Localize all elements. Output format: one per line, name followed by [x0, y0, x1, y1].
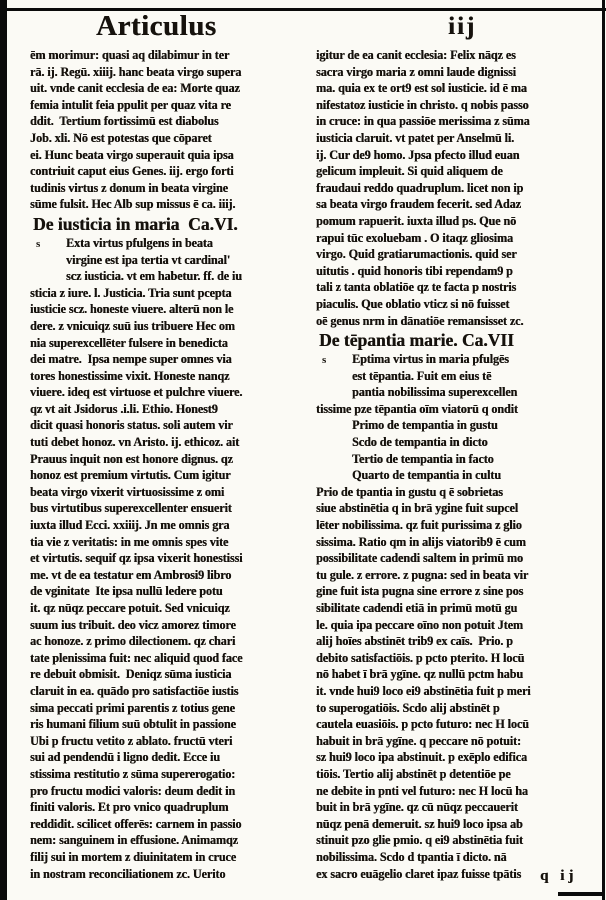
text-line: sūme fulsit. Hec Alb sup missus ē ca. iiij. — [30, 197, 236, 212]
text-line: it. vnde hui9 loco ei9 abstinētia fuit p meri — [316, 683, 531, 698]
folio-number: iij — [448, 13, 477, 40]
text-line: sticia z iure. l. Justicia. Tria sunt pcepta — [30, 285, 232, 300]
text-line: iuxta illud Ecci. xxiiij. Jn me omnis gra — [30, 518, 230, 533]
text-line: tudinis virtus z donum in beata virgine — [30, 180, 228, 195]
text-line: it. qz nūqz peccare potuit. Sed vnicuiqz — [30, 601, 230, 615]
text-line: claruit in ea. quādo pro satisfactiōe iustis — [30, 683, 239, 698]
text-line: honoz est premium virtutis. Cum igitur — [30, 468, 231, 483]
text-line: gine fuit ista pugna sine errore z sine pos — [316, 584, 524, 599]
top-border-rule — [0, 8, 606, 11]
text-line: Exta virtus pfulgens in beata — [66, 235, 213, 250]
text-line: rapui tūc exoluebam . O itaqz gliosima — [316, 230, 513, 245]
text-line: viuere. ideq est virtuose et pulchre viuere. — [30, 385, 243, 400]
text-line: Primo de tempantia in gustu — [352, 418, 498, 433]
text-line: uit. vnde canit ecclesia de ea: Morte quaz — [30, 81, 240, 96]
text-line: pro fructu modici valoris: deum dedit in — [30, 783, 235, 798]
text-line: sacra virgo maria z omni laude dignissi — [316, 64, 516, 79]
text-line: stissima restitutio z sūma supererogatio: — [30, 766, 236, 781]
text-line: sa beata virgo fraudem fecerit. sed Adaz — [316, 197, 521, 212]
text-line: piaculis. Que oblatio vticz si nō fuisset — [316, 296, 510, 311]
text-line: in cruce: in qua passiōe merissima z sūma — [316, 114, 530, 129]
right-body-block — [316, 351, 594, 882]
text-line: Scdo de tempantia in dicto — [352, 435, 488, 450]
text-line: siue abstinētia q in brā ygine fuit supcel — [316, 501, 519, 516]
text-line: ēm morimur: quasi aq dilabimur in ter — [30, 48, 230, 62]
text-line: Ubi p fructu vetito z ablato. fructū vteri — [30, 733, 233, 748]
text-line: ex sacro euāgelio claret ipaz fuisse tpātis — [316, 866, 522, 881]
text-line: tia vie z veritatis: in me omnis spes vite — [30, 534, 229, 549]
text-line: ma. quia ex te ort9 est sol iusticie. id ē ma — [316, 81, 527, 96]
text-line: sissima. Ratio qm in alijs viatorib9 ē cum — [316, 534, 526, 549]
text-line: dicit quasi honoris status. soli autem vir — [30, 418, 233, 433]
text-line: nem: sanguinem in effusione. Animamqz — [30, 833, 238, 848]
text-line: scz iusticia. vt em habetur. ff. de iu — [66, 269, 242, 284]
text-line: buit in brā ygīne. qz cū nūqz peccauerit — [316, 800, 518, 815]
text-line: tu gule. z errore. z pugna: sed in beata vir — [316, 567, 529, 582]
text-line: suum ius tribuit. deo vicz amorez timore — [30, 617, 236, 632]
text-line: sima peccati primi parentis z totius gene — [30, 700, 235, 715]
text-line: femia intulit feia ppulit per quaz vita re — [30, 97, 231, 112]
text-line: sibilitate cadendi etiā in primū motū gu — [316, 601, 518, 615]
text-line: beata virgo vixerit virtuosissime z omi — [30, 484, 225, 499]
running-header: Articulus — [96, 10, 217, 42]
right-border-rule — [602, 0, 605, 900]
quire-signature-mark: q ij — [540, 868, 578, 884]
text-line: stinuit pzo glie pmio. q ei9 abstinētia fuit — [316, 833, 523, 848]
text-line: reddidit. scilicet offerēs: carnem in passio — [30, 816, 242, 831]
text-line: tiōis. Tertio alij abstinēt p detentiōe pe — [316, 766, 511, 781]
text-line: pantia nobilissima superexcellen — [352, 385, 518, 400]
text-line: Prauus inquit non est honore dignus. qz — [30, 451, 233, 466]
text-line: cautela euasiōis. p pcto futuro: nec H locū — [316, 717, 529, 732]
text-line: Job. xli. Nō est potestas que cōparet — [30, 130, 212, 145]
text-line: tissime pze tēpantia oīm viatorū q ondit — [316, 401, 518, 416]
text-line: Quarto de tempantia in cultu — [352, 468, 501, 483]
text-line: bus virtutibus superexcellenter ensuerit — [30, 501, 232, 516]
text-line: in nostram reconciliationem zc. Uerito — [30, 866, 226, 881]
text-line: le. quia ipa peccare oīno non potuit Jtem — [316, 617, 523, 632]
text-line: sui ad pendendū i ligno dedit. Ecce iu — [30, 750, 220, 765]
text-line: filij sui in mortem z diuinitatem in cruce — [30, 849, 237, 864]
text-line: et virtutis. sequif qz ipsa vixerit honestissi — [30, 551, 243, 566]
text-line: ij. Cur de9 homo. Jpsa pfecto illud euan — [316, 147, 520, 162]
right-column — [316, 47, 594, 882]
text-line: debito satisfactiōis. p pcto pterito. H locū — [316, 650, 525, 665]
text-line: iusticia claruit. vt patet per Anselmū li. — [316, 130, 515, 145]
text-line: Prio de tpantia in gustu q ē sobrietas — [316, 484, 503, 499]
text-line: virgo. Quid gratiarumactionis. quid ser — [316, 247, 517, 262]
text-line: dei matre. Ipsa nempe super omnes via — [30, 352, 232, 367]
left-body-lines — [30, 235, 308, 882]
text-line: ddit. Tertium fortissimū est diabolus — [30, 114, 219, 129]
text-line: sz hui9 loco ipa abstinuit. p exēplo edifica — [316, 750, 527, 765]
left-intro-block — [30, 47, 308, 213]
left-border-bar — [0, 0, 7, 900]
text-line: ris humani filium suū obtulit in passione — [30, 717, 236, 732]
text-line: tores honestissime vixit. Honeste nanqz — [30, 368, 230, 383]
text-line: dere. z vnicuiqz suū ius tribuere Hec om — [30, 318, 235, 333]
text-line: nia superexcellēter fulsere in benedicta — [30, 335, 228, 350]
text-line: Tertio de tempantia in facto — [352, 451, 494, 466]
left-chapter-heading: De iusticia in maria Ca.VI. — [33, 213, 238, 234]
right-initial-guide-letter: s — [322, 354, 327, 367]
text-line: tali z tanta oblatiōe qz te facta p nostris — [316, 280, 517, 295]
text-line: rā. ij. Regū. xiiij. hanc beata virgo supera — [30, 64, 242, 79]
left-body-block — [30, 235, 308, 882]
text-line: contriuit caput eius Genes. iij. ergo forti — [30, 164, 234, 179]
text-line: nifestatoz iusticie in christo. q nobis passo — [316, 97, 529, 112]
text-line: habuit in brā ygīne. q peccare nō potuit: — [316, 733, 521, 748]
text-line: qz vt ait Jsidorus .i.li. Ethio. Honest9 — [30, 401, 218, 416]
text-line: uitutis . quid honoris tibi rependam9 p — [316, 263, 513, 278]
text-line: ne debite in pnti vel futuro: nec H locū ha — [316, 783, 528, 798]
text-line: ei. Hunc beata virgo superauit quia ipsa — [30, 147, 234, 162]
text-line: virgine est ipa tertia vt cardinal' — [66, 252, 231, 267]
left-initial-guide-letter: s — [36, 237, 41, 250]
text-line: to superogatiōis. Scdo alij abstinēt p — [316, 700, 500, 715]
text-line: lēter nobilissima. qz fuit purissima z glio — [316, 518, 522, 533]
text-line: tate plenissima fuit: nec aliquid quod face — [30, 650, 243, 665]
left-column — [30, 47, 308, 882]
text-line: nūqz penā demeruit. sz hui9 loco ipsa ab — [316, 816, 523, 831]
text-line: possibilitate cadendi saltem in primū mo — [316, 551, 523, 566]
text-line: alij hoīes abstinēt trib9 ex caīs. Prio. p — [316, 634, 513, 649]
right-body-lines — [316, 351, 594, 882]
text-line: pomum rapuerit. iuxta illud ps. Que nō — [316, 213, 517, 228]
text-line: me. vt de ea testatur em Ambrosi9 libro — [30, 567, 232, 582]
text-line: nō habet ī brā ygīne. qz nullū pctm habu — [316, 667, 523, 682]
text-line: oē genus nrm in dānatiōe remansisset zc. — [316, 313, 524, 328]
text-line: nobilissima. Scdo d tpantia ī dicto. nā — [316, 849, 507, 864]
right-intro-block — [316, 47, 594, 329]
text-line: est tēpantia. Fuit em eius tē — [352, 368, 492, 383]
text-line: de vginitate Ite ipsa nullū ledere potu — [30, 584, 223, 599]
text-line: igitur de ea canit ecclesia: Felix nāqz es — [316, 48, 516, 62]
text-line: Eptima virtus in maria pfulgēs — [352, 352, 509, 367]
text-line: tuti debet honoz. vn Aristo. ij. ethicoz. ait — [30, 435, 240, 450]
bottom-right-mark — [558, 892, 602, 896]
text-line: fraudaui reddo quadruplum. licet non ip — [316, 180, 524, 195]
text-line: re debuit obmisit. Deniqz sūma iusticia — [30, 667, 232, 682]
text-line: iusticie scz. honeste viuere. alterū non le — [30, 302, 234, 317]
text-line: ac honoze. z primo dilectionem. qz chari — [30, 634, 236, 649]
text-line: finiti valoris. Et pro vnico quadruplum — [30, 800, 229, 815]
text-line: gelicum impleuit. Si quid aliquem de — [316, 164, 503, 179]
right-chapter-heading: De tēpantia marie. Ca.VII — [319, 330, 514, 351]
